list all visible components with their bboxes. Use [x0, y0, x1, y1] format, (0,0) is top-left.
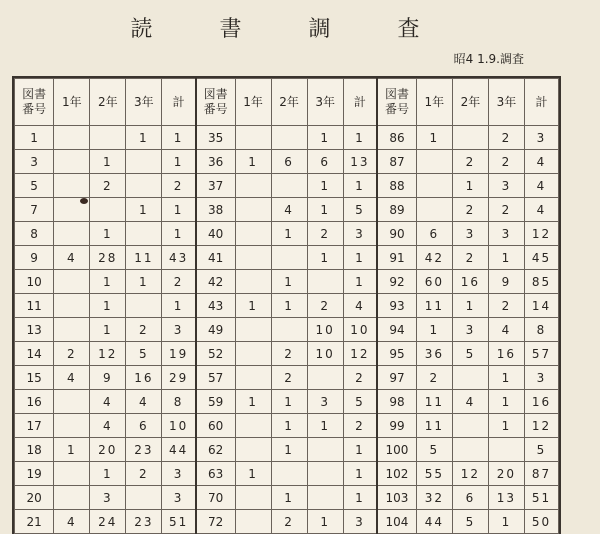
book-id-cell: 70 [196, 486, 235, 510]
year2-cell: 1 [90, 150, 126, 174]
total-cell: 3 [524, 126, 558, 150]
year2-cell [452, 438, 488, 462]
total-cell: 1 [343, 246, 377, 270]
year1-cell [235, 126, 271, 150]
total-cell: 2 [162, 174, 196, 198]
total-cell: 87 [524, 462, 558, 486]
year3-cell: 2 [126, 318, 162, 342]
year3-cell: 23 [126, 510, 162, 534]
total-cell: 19 [162, 342, 196, 366]
year1-cell: 36 [416, 342, 452, 366]
total-cell: 1 [343, 438, 377, 462]
total-cell: 51 [524, 486, 558, 510]
year1-cell [416, 174, 452, 198]
year2-cell: 1 [271, 486, 307, 510]
year1-cell [54, 414, 90, 438]
year3-cell: 1 [307, 174, 343, 198]
book-id-cell: 91 [377, 246, 416, 270]
table-row [15, 342, 559, 366]
year2-cell: 1 [90, 294, 126, 318]
header-book-id: 図書 番号 [196, 79, 235, 126]
year3-cell: 6 [126, 414, 162, 438]
table-row [15, 126, 559, 150]
total-cell: 4 [524, 174, 558, 198]
total-cell: 1 [162, 126, 196, 150]
year3-cell [126, 486, 162, 510]
year3-cell: 13 [488, 486, 524, 510]
total-cell: 2 [343, 414, 377, 438]
year1-cell [54, 318, 90, 342]
year2-cell: 1 [90, 318, 126, 342]
year1-cell [235, 318, 271, 342]
year3-cell: 10 [307, 318, 343, 342]
year2-cell: 1 [271, 294, 307, 318]
year1-cell [235, 270, 271, 294]
year3-cell: 1 [307, 126, 343, 150]
table-row [15, 222, 559, 246]
year1-cell [235, 342, 271, 366]
year3-cell [126, 174, 162, 198]
year2-cell: 12 [452, 462, 488, 486]
book-id-cell: 93 [377, 294, 416, 318]
total-cell: 3 [162, 486, 196, 510]
year2-cell [452, 414, 488, 438]
book-id-cell: 9 [15, 246, 54, 270]
year1-cell: 4 [54, 510, 90, 534]
year1-cell [235, 246, 271, 270]
book-id-cell: 52 [196, 342, 235, 366]
book-id-cell: 41 [196, 246, 235, 270]
year2-cell: 2 [452, 150, 488, 174]
year3-cell [307, 462, 343, 486]
table-row [15, 414, 559, 438]
book-id-cell: 40 [196, 222, 235, 246]
year1-cell [235, 198, 271, 222]
year2-cell: 1 [271, 414, 307, 438]
total-cell: 4 [524, 150, 558, 174]
year2-cell: 1 [90, 462, 126, 486]
table-row [15, 174, 559, 198]
book-id-cell: 14 [15, 342, 54, 366]
year2-cell: 6 [271, 150, 307, 174]
year2-cell: 5 [452, 342, 488, 366]
header-book-id: 図書 番号 [377, 79, 416, 126]
year1-cell [235, 222, 271, 246]
header-year2: 2年 [90, 79, 126, 126]
year3-cell: 3 [307, 390, 343, 414]
year2-cell: 3 [90, 486, 126, 510]
total-cell: 50 [524, 510, 558, 534]
year2-cell: 1 [271, 438, 307, 462]
total-cell: 1 [162, 222, 196, 246]
table-body [15, 126, 559, 534]
year2-cell: 1 [452, 294, 488, 318]
total-cell: 4 [524, 198, 558, 222]
year3-cell: 9 [488, 270, 524, 294]
year3-cell: 2 [488, 150, 524, 174]
book-id-cell: 43 [196, 294, 235, 318]
year3-cell [126, 150, 162, 174]
total-cell: 5 [524, 438, 558, 462]
year3-cell: 1 [307, 198, 343, 222]
book-id-cell: 103 [377, 486, 416, 510]
year2-cell: 1 [90, 270, 126, 294]
year1-cell: 1 [235, 294, 271, 318]
total-cell: 8 [162, 390, 196, 414]
year1-cell: 5 [416, 438, 452, 462]
total-cell: 85 [524, 270, 558, 294]
book-id-cell: 59 [196, 390, 235, 414]
year2-cell: 5 [452, 510, 488, 534]
year3-cell: 2 [307, 222, 343, 246]
year3-cell: 1 [307, 246, 343, 270]
year2-cell [271, 174, 307, 198]
year3-cell: 16 [126, 366, 162, 390]
year1-cell: 1 [416, 318, 452, 342]
year1-cell [54, 270, 90, 294]
total-cell: 1 [343, 462, 377, 486]
year2-cell: 2 [452, 246, 488, 270]
year2-cell: 2 [271, 366, 307, 390]
total-cell: 8 [524, 318, 558, 342]
total-cell: 1 [343, 126, 377, 150]
header-year3: 3年 [488, 79, 524, 126]
book-id-cell: 92 [377, 270, 416, 294]
year3-cell: 16 [488, 342, 524, 366]
year1-cell [54, 486, 90, 510]
total-cell: 57 [524, 342, 558, 366]
year3-cell: 3 [488, 222, 524, 246]
total-cell: 10 [343, 318, 377, 342]
table-row [15, 462, 559, 486]
year3-cell: 11 [126, 246, 162, 270]
book-id-cell: 60 [196, 414, 235, 438]
header-year2: 2年 [452, 79, 488, 126]
year3-cell: 2 [307, 294, 343, 318]
year1-cell [54, 174, 90, 198]
book-id-cell: 5 [15, 174, 54, 198]
year3-cell [488, 438, 524, 462]
book-id-cell: 15 [15, 366, 54, 390]
year1-cell [235, 486, 271, 510]
year2-cell [452, 126, 488, 150]
year1-cell: 1 [416, 126, 452, 150]
book-id-cell: 8 [15, 222, 54, 246]
year3-cell: 1 [488, 510, 524, 534]
total-cell: 14 [524, 294, 558, 318]
year2-cell: 2 [90, 174, 126, 198]
year3-cell [307, 438, 343, 462]
header-year1: 1年 [416, 79, 452, 126]
total-cell: 29 [162, 366, 196, 390]
header-year2: 2年 [271, 79, 307, 126]
year3-cell [126, 222, 162, 246]
ink-stain [80, 198, 88, 204]
year2-cell: 3 [452, 222, 488, 246]
book-id-cell: 63 [196, 462, 235, 486]
year2-cell [90, 126, 126, 150]
book-id-cell: 20 [15, 486, 54, 510]
year3-cell: 2 [488, 294, 524, 318]
total-cell: 44 [162, 438, 196, 462]
header-total: 計 [524, 79, 558, 126]
book-id-cell: 87 [377, 150, 416, 174]
year3-cell: 4 [488, 318, 524, 342]
total-cell: 3 [162, 318, 196, 342]
year1-cell: 1 [235, 462, 271, 486]
total-cell: 12 [524, 222, 558, 246]
year2-cell: 2 [271, 510, 307, 534]
table-row [15, 318, 559, 342]
year3-cell: 1 [488, 246, 524, 270]
book-id-cell: 42 [196, 270, 235, 294]
header-total: 計 [343, 79, 377, 126]
year1-cell: 11 [416, 414, 452, 438]
year3-cell: 1 [126, 198, 162, 222]
total-cell: 3 [343, 222, 377, 246]
header-book-id: 図書 番号 [15, 79, 54, 126]
table-row [15, 150, 559, 174]
total-cell: 3 [343, 510, 377, 534]
year2-cell [271, 126, 307, 150]
total-cell: 5 [343, 390, 377, 414]
book-id-cell: 49 [196, 318, 235, 342]
year1-cell: 1 [235, 390, 271, 414]
total-cell: 2 [343, 366, 377, 390]
year2-cell: 6 [452, 486, 488, 510]
table-row [15, 198, 559, 222]
year2-cell: 3 [452, 318, 488, 342]
year1-cell: 32 [416, 486, 452, 510]
year3-cell: 2 [126, 462, 162, 486]
year1-cell: 44 [416, 510, 452, 534]
total-cell: 45 [524, 246, 558, 270]
book-id-cell: 102 [377, 462, 416, 486]
table-row [15, 270, 559, 294]
book-id-cell: 37 [196, 174, 235, 198]
year3-cell: 5 [126, 342, 162, 366]
total-cell: 1 [343, 270, 377, 294]
total-cell: 12 [343, 342, 377, 366]
year2-cell: 12 [90, 342, 126, 366]
total-cell: 1 [162, 150, 196, 174]
total-cell: 10 [162, 414, 196, 438]
book-id-cell: 88 [377, 174, 416, 198]
header-year3: 3年 [126, 79, 162, 126]
book-id-cell: 11 [15, 294, 54, 318]
year1-cell [54, 390, 90, 414]
year2-cell: 16 [452, 270, 488, 294]
header-year1: 1年 [235, 79, 271, 126]
year3-cell: 1 [488, 390, 524, 414]
year3-cell: 1 [126, 270, 162, 294]
table-row [15, 438, 559, 462]
book-id-cell: 57 [196, 366, 235, 390]
book-id-cell: 7 [15, 198, 54, 222]
header-year3: 3年 [307, 79, 343, 126]
total-cell: 12 [524, 414, 558, 438]
year1-cell: 11 [416, 390, 452, 414]
table-row [15, 366, 559, 390]
year2-cell: 1 [452, 174, 488, 198]
year2-cell: 1 [271, 270, 307, 294]
year2-cell [271, 318, 307, 342]
table-row [15, 510, 559, 534]
header-total: 計 [162, 79, 196, 126]
total-cell: 3 [162, 462, 196, 486]
book-id-cell: 19 [15, 462, 54, 486]
book-id-cell: 1 [15, 126, 54, 150]
total-cell: 1 [343, 174, 377, 198]
total-cell: 51 [162, 510, 196, 534]
book-id-cell: 38 [196, 198, 235, 222]
book-id-cell: 95 [377, 342, 416, 366]
year3-cell: 10 [307, 342, 343, 366]
table-row [15, 486, 559, 510]
book-id-cell: 72 [196, 510, 235, 534]
book-id-cell: 3 [15, 150, 54, 174]
year1-cell [54, 126, 90, 150]
book-id-cell: 16 [15, 390, 54, 414]
year1-cell [235, 438, 271, 462]
year3-cell: 1 [307, 414, 343, 438]
year1-cell [54, 222, 90, 246]
table-row [15, 390, 559, 414]
year3-cell: 1 [488, 366, 524, 390]
total-cell: 1 [162, 294, 196, 318]
book-id-cell: 86 [377, 126, 416, 150]
year3-cell: 6 [307, 150, 343, 174]
table-row [15, 246, 559, 270]
reading-survey-table [12, 76, 561, 534]
year1-cell: 1 [235, 150, 271, 174]
year2-cell [452, 366, 488, 390]
year2-cell: 2 [452, 198, 488, 222]
book-id-cell: 104 [377, 510, 416, 534]
book-id-cell: 35 [196, 126, 235, 150]
year1-cell [54, 294, 90, 318]
year3-cell: 1 [126, 126, 162, 150]
year1-cell: 11 [416, 294, 452, 318]
page-title: 読 書 調 査 [130, 17, 450, 42]
year1-cell: 2 [416, 366, 452, 390]
year3-cell: 1 [307, 510, 343, 534]
year2-cell: 24 [90, 510, 126, 534]
year2-cell: 1 [271, 390, 307, 414]
year1-cell [235, 510, 271, 534]
year2-cell: 9 [90, 366, 126, 390]
year2-cell [271, 462, 307, 486]
year1-cell [54, 150, 90, 174]
year3-cell [126, 294, 162, 318]
year1-cell [235, 414, 271, 438]
year3-cell: 1 [488, 414, 524, 438]
total-cell: 1 [162, 198, 196, 222]
book-id-cell: 36 [196, 150, 235, 174]
total-cell: 2 [162, 270, 196, 294]
year3-cell [307, 486, 343, 510]
year1-cell [416, 150, 452, 174]
year3-cell: 20 [488, 462, 524, 486]
year3-cell: 4 [126, 390, 162, 414]
year1-cell [235, 174, 271, 198]
total-cell: 1 [343, 486, 377, 510]
book-id-cell: 90 [377, 222, 416, 246]
year3-cell [307, 366, 343, 390]
year1-cell: 4 [54, 246, 90, 270]
year3-cell [307, 270, 343, 294]
year3-cell: 2 [488, 198, 524, 222]
book-id-cell: 21 [15, 510, 54, 534]
year1-cell: 2 [54, 342, 90, 366]
book-id-cell: 10 [15, 270, 54, 294]
year1-cell: 55 [416, 462, 452, 486]
year1-cell: 60 [416, 270, 452, 294]
book-id-cell: 89 [377, 198, 416, 222]
year3-cell: 23 [126, 438, 162, 462]
year1-cell: 4 [54, 366, 90, 390]
year1-cell: 6 [416, 222, 452, 246]
survey-date: 昭4 1.9.調査 [453, 52, 524, 66]
year2-cell: 4 [90, 414, 126, 438]
total-cell: 4 [343, 294, 377, 318]
year1-cell: 42 [416, 246, 452, 270]
year2-cell: 28 [90, 246, 126, 270]
book-id-cell: 62 [196, 438, 235, 462]
total-cell: 13 [343, 150, 377, 174]
year2-cell: 20 [90, 438, 126, 462]
year1-cell [235, 366, 271, 390]
total-cell: 43 [162, 246, 196, 270]
book-id-cell: 17 [15, 414, 54, 438]
year2-cell [271, 246, 307, 270]
year2-cell: 1 [90, 222, 126, 246]
year2-cell [90, 198, 126, 222]
book-id-cell: 94 [377, 318, 416, 342]
header-row [15, 79, 559, 126]
total-cell: 16 [524, 390, 558, 414]
book-id-cell: 13 [15, 318, 54, 342]
book-id-cell: 99 [377, 414, 416, 438]
year2-cell: 4 [90, 390, 126, 414]
year3-cell: 3 [488, 174, 524, 198]
year1-cell [54, 462, 90, 486]
year1-cell: 1 [54, 438, 90, 462]
year2-cell: 4 [452, 390, 488, 414]
year3-cell: 2 [488, 126, 524, 150]
year2-cell: 1 [271, 222, 307, 246]
year2-cell: 4 [271, 198, 307, 222]
book-id-cell: 97 [377, 366, 416, 390]
year2-cell: 2 [271, 342, 307, 366]
table-row [15, 294, 559, 318]
book-id-cell: 100 [377, 438, 416, 462]
book-id-cell: 18 [15, 438, 54, 462]
book-id-cell: 98 [377, 390, 416, 414]
total-cell: 5 [343, 198, 377, 222]
year1-cell [416, 198, 452, 222]
header-year1: 1年 [54, 79, 90, 126]
total-cell: 3 [524, 366, 558, 390]
